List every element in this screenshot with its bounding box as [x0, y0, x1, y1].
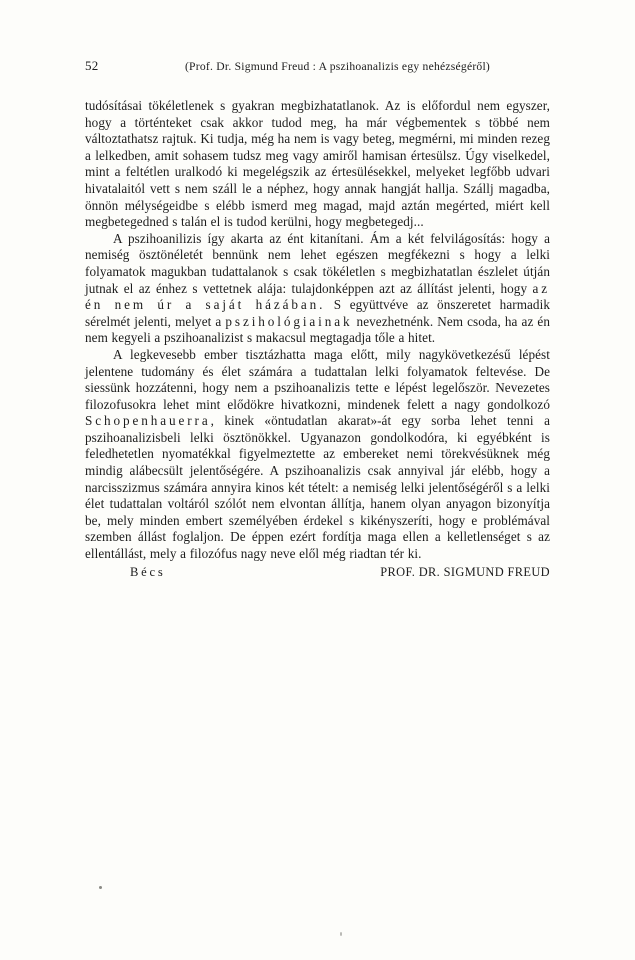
paragraph [85, 98, 550, 231]
text-segment: S együttvéve az önszeretet harmadik sérelmét jelenti, melyet a [85, 297, 550, 329]
running-title: (Prof. Dr. Sigmund Freud : A pszihoanalizis egy nehézségéről) [184, 60, 491, 73]
paragraph [85, 231, 550, 347]
text-segment: tudósításai tökéletlenek s gyakran megbizhatatlanok. Az is előfordul nem egyszer, hogy a történteket csak akkor tudod meg, ha már végbementek s többé nem változtathatsz rajtuk. Ki tudja, még ha nem is vagy beteg, megmérni, mi minden rezeg a lelkedben, amit sohasem tudsz meg vagy amiről hamisan értesülsz. Úgy viselkedel, mint a feltétlen uralkodó ki megelégszik az értesülésekkel, melyeket legfőbb udvari hivatalaitól vett s nem száll le a néphez, hogy annak hangját hallja. Szállj magadba, önnön mélységeidbe s elébb ismerd meg magad, majd aztán megérted, miért kell megbetegedned s talán el is tudod kerülni, hogy megbetegedj... [85, 98, 550, 230]
text-segment: , kinek «öntudatlan akarat»-át egy sorba lehet tenni a pszihoanalizisbeli lelki ösztönökkel. Ugyanazon gondolkodóra, ki egyébként is feledhetetlen nyomatékkal figyelmeztette az embereket nemi törekvésüknek még mindig alábecsült jelentőségére. A pszihoanalizis csak annyival jár elébb, hogy a narcisszizmus számára annyira kinos két tételt: a nemiség lelki jelentőségéről s a lelki élet tudattalan voltáról szólót nem elvontan állítja, hanem olyan anyagon bizonyítja be, mely minden embert személyében érdekel s kikényszeríti, hogy e problémával szemben állást foglaljon. De éppen ezért fordítja maga ellen a kelletlenséget s az ellentállást, mely a filozófus nagy neve elől még riadtan tér ki. [85, 413, 550, 562]
place-name: Bécs [130, 564, 166, 579]
text-segment: A pszihoanilizis így akarta az ént kitanítani. Ám a két felvilágosítás: hogy a nemiség ösztönéletét bennünk nem lehet egészen megfékezni s hogy a lelki folyamatok magukban tudattalanok s csak tökéletlen s megbizhatatlan észlelet útján jutnak el az énhez s vettetnek alája: tulajdonképpen azt az állítást jelenti, hogy [85, 230, 550, 296]
paragraph [85, 347, 550, 563]
author-signature: PROF. DR. SIGMUND FREUD [380, 564, 550, 579]
text-segment: A legkevesebb ember tisztázhatta maga előtt, mily nagykövetkezésű lépést jelentene tudomány és élet számára a tudattalan lelki folyamatok feltevése. De siessünk hozzátenni, hogy nem a pszihoanalizis tette e lépést legelőször. Nevezetes filozofusokra lehet mint elődökre hivatkozni, mindenek felett a nagy gondolkozó [85, 346, 550, 412]
text-segment: Schopenhauerra [85, 413, 211, 429]
page-number: 52 [85, 58, 99, 73]
signature-row [85, 564, 550, 581]
text-segment: pszihológiainak [225, 313, 353, 329]
text-segment: nevezhetnénk. Nem csoda, ha az én nem kegyeli a pszihoanalizist s makacsul megtagadja tőle a hitet. [85, 313, 551, 346]
scan-speck [340, 932, 342, 936]
text-body [85, 98, 550, 563]
scan-speck [99, 886, 102, 889]
text-segment: az én nem úr a saját házában. [85, 280, 550, 313]
running-head [85, 58, 550, 74]
